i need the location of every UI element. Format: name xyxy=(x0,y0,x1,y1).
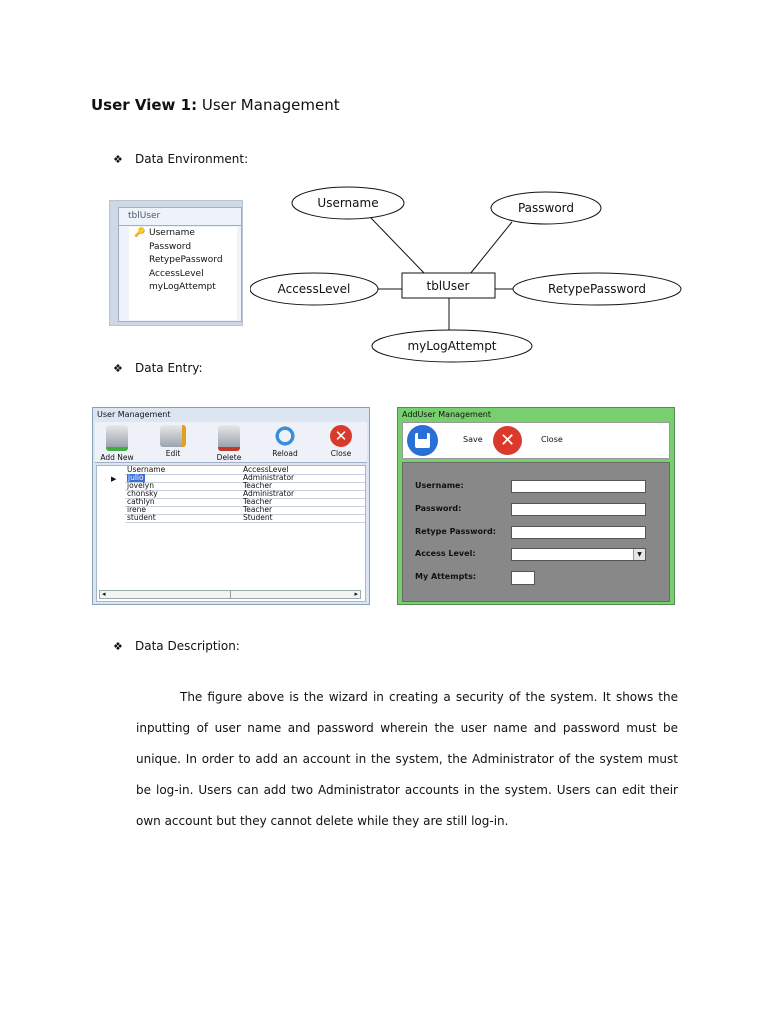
description-paragraph xyxy=(136,682,678,837)
er-attr-label: myLogAttempt xyxy=(407,339,497,353)
field-name: AccessLevel xyxy=(149,268,204,279)
horizontal-scrollbar[interactable] xyxy=(99,590,361,599)
bullet-data-environment xyxy=(113,152,248,166)
er-attr-label: Password xyxy=(517,201,575,215)
bullet-label: Data Description: xyxy=(135,639,240,653)
diamond-bullet-icon: ❖ xyxy=(113,361,123,375)
field-name: myLogAttempt xyxy=(149,282,216,292)
close-label: Close xyxy=(541,435,563,444)
button-label: Reload xyxy=(272,449,298,458)
my-attempts-label: My Attempts: xyxy=(415,572,477,581)
field-item xyxy=(129,254,237,268)
floppy-disk-icon xyxy=(407,425,438,456)
add-new-button[interactable] xyxy=(95,422,139,462)
heading-rest: User Management xyxy=(197,96,340,114)
table-schema-panel xyxy=(118,207,242,322)
save-label: Save xyxy=(463,435,483,444)
cell-accesslevel[interactable]: Student xyxy=(243,513,273,522)
description-text: The figure above is the wizard in creating a security of the system. It shows the inputting of user name and password wherein the user name and password must be unique. In order to add an account in the system, the Administrator of the system must be log-in. Users can add two Administrator accounts in the system. Users can edit their own account but they cannot delete while they are still log-in. xyxy=(136,690,678,828)
bullet-data-description xyxy=(113,639,240,653)
my-attempts-field[interactable] xyxy=(511,571,535,585)
er-entity-tbluser xyxy=(402,273,495,298)
table-schema-box xyxy=(109,200,243,326)
toolbar xyxy=(95,422,367,463)
cell-accesslevel[interactable]: Teacher xyxy=(243,505,273,514)
heading-bold: User View 1: xyxy=(91,96,198,114)
cell-username[interactable]: cathlyn xyxy=(127,497,155,506)
table-row[interactable] xyxy=(125,515,365,523)
cell-accesslevel[interactable]: Teacher xyxy=(243,481,273,490)
adduser-toolbar xyxy=(402,422,670,459)
cell-username[interactable]: jovelyn xyxy=(127,481,155,490)
button-label: Edit xyxy=(165,449,181,458)
close-button[interactable] xyxy=(491,425,571,456)
reload-button[interactable] xyxy=(263,422,307,462)
field-name: RetypePassword xyxy=(149,255,223,265)
cell-username[interactable]: chonsky xyxy=(127,489,158,498)
table-field-list xyxy=(129,227,237,320)
column-header-username[interactable]: Username xyxy=(127,465,166,474)
scroll-right-icon[interactable]: ▸ xyxy=(354,590,358,598)
er-attr-retype-password xyxy=(513,273,681,305)
field-name: Password xyxy=(149,241,192,252)
field-item xyxy=(129,281,237,295)
primary-key-icon: 🔑 xyxy=(134,228,146,238)
er-attr-label: RetypePassword xyxy=(547,282,647,296)
close-button[interactable] xyxy=(319,422,363,462)
button-label: Add New xyxy=(100,453,134,462)
diamond-bullet-icon: ❖ xyxy=(113,639,123,653)
er-attr-label: Username xyxy=(317,196,379,210)
user-grid xyxy=(96,465,366,602)
password-field[interactable] xyxy=(511,503,646,516)
adduser-management-window xyxy=(397,407,675,605)
adduser-form xyxy=(402,462,670,602)
button-label: Close xyxy=(330,449,352,458)
page-heading xyxy=(91,96,340,114)
scroll-left-icon[interactable]: ◂ xyxy=(102,590,106,598)
cell-username[interactable]: student xyxy=(127,513,156,522)
field-item xyxy=(129,227,237,241)
er-attr-mylogattempt xyxy=(372,330,532,362)
close-icon: ✕ xyxy=(330,425,352,447)
retype-password-field[interactable] xyxy=(511,526,646,539)
table-schema-title: tblUser xyxy=(128,211,161,221)
delete-button[interactable] xyxy=(207,422,251,462)
close-icon: ✕ xyxy=(493,426,522,455)
scroll-divider xyxy=(230,591,231,598)
er-attr-password xyxy=(491,192,601,224)
field-item xyxy=(129,268,237,282)
window-title: AddUser Management xyxy=(402,410,491,419)
row-selector-icon: ▶ xyxy=(111,475,117,483)
save-button[interactable] xyxy=(405,425,489,456)
field-name: Username xyxy=(149,228,195,238)
column-header-accesslevel[interactable]: AccessLevel xyxy=(243,465,289,474)
bullet-data-entry xyxy=(113,361,203,375)
delete-database-icon xyxy=(218,425,240,451)
reload-icon xyxy=(274,425,296,447)
field-item xyxy=(129,241,237,255)
bullet-label: Data Entry: xyxy=(135,361,203,375)
cell-username[interactable]: irene xyxy=(127,505,146,514)
user-management-window xyxy=(92,407,370,605)
access-level-select[interactable] xyxy=(511,548,646,561)
button-label: Delete xyxy=(216,453,242,462)
er-attr-access-level xyxy=(250,273,378,305)
er-entity-label: tblUser xyxy=(426,279,470,293)
cell-username[interactable]: julio xyxy=(128,473,144,482)
chevron-down-icon[interactable]: ▼ xyxy=(633,549,645,560)
bullet-label: Data Environment: xyxy=(135,152,249,166)
er-attr-username xyxy=(292,187,404,219)
er-diagram xyxy=(250,182,690,372)
edit-database-icon xyxy=(160,425,186,447)
edit-button[interactable] xyxy=(151,422,195,462)
diamond-bullet-icon: ❖ xyxy=(113,152,123,166)
cell-accesslevel[interactable]: Administrator xyxy=(243,473,295,482)
access-level-label: Access Level: xyxy=(415,549,476,558)
window-title: User Management xyxy=(97,410,171,419)
cell-accesslevel[interactable]: Teacher xyxy=(243,497,273,506)
retype-password-label: Retype Password: xyxy=(415,527,496,536)
username-field[interactable] xyxy=(511,480,646,493)
username-label: Username: xyxy=(415,481,464,490)
cell-accesslevel[interactable]: Administrator xyxy=(243,489,295,498)
add-database-icon xyxy=(106,425,128,451)
er-attr-label: AccessLevel xyxy=(277,282,351,296)
password-label: Password: xyxy=(415,504,462,513)
